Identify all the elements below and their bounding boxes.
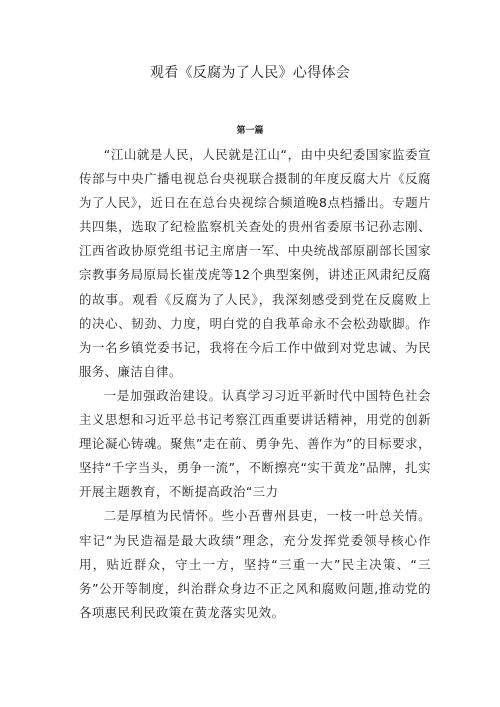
document-title: 观看《反腐为了人民》心得体会 [149,65,351,81]
document-body [79,143,431,625]
section-label: 第一篇 [236,126,264,136]
paragraph-political-building: 一是加强政治建设。认真学习习近平新时代中国特色社会主义思想和习近平总书记考察江西重要讲话精神，用党的创新理论凝心铸魂。聚焦”走在前、勇争先、善作为”的目标要求，坚持“千字当头，勇争一流”，不断擦亮“实干黄龙”品牌，扎实开展主题教育，不断提高政治“三力 [79,387,431,500]
paragraph-intro: “江山就是人民，人民就是江山“，由中央纪委国家监委宣传部与中央广播电视总台央视联合摄制的年度反腐大片《反腐为了人民》，近日在在总台央视综合频道晚8点档播出。专题片共四集，选取了纪检监察机关查处的贵州省委原书记孙志刚、江西省政协原党组书记主席唐一军、中央统战部原副部长国家宗教事务局原局长崔茂虎等12个典型案例，讲述正风肃纪反腐的故事。观看《反腐为了人民》，我深刻感受到党在反腐败上的决心、韧劲、力度，明白党的自我革命永不会松劲歇脚。作为一名乡镇党委书记，我将在今后工作中做到对党忠诚、为民服务、廉洁自律。 [79,147,431,379]
paragraph-people-centered: 二是厚植为民情怀。些小吾曹州县吏，一枝一叶总关情。牢记“为民造福是最大政绩”理念，充分发挥党委领导核心作用，贴近群众，守土一方，坚持“三重一大”民主决策、“三务”公开等制度，纠治群众身边不正之风和腐败问题,推动党的各项惠民利民政策在黄龙落实见效。 [79,508,431,620]
